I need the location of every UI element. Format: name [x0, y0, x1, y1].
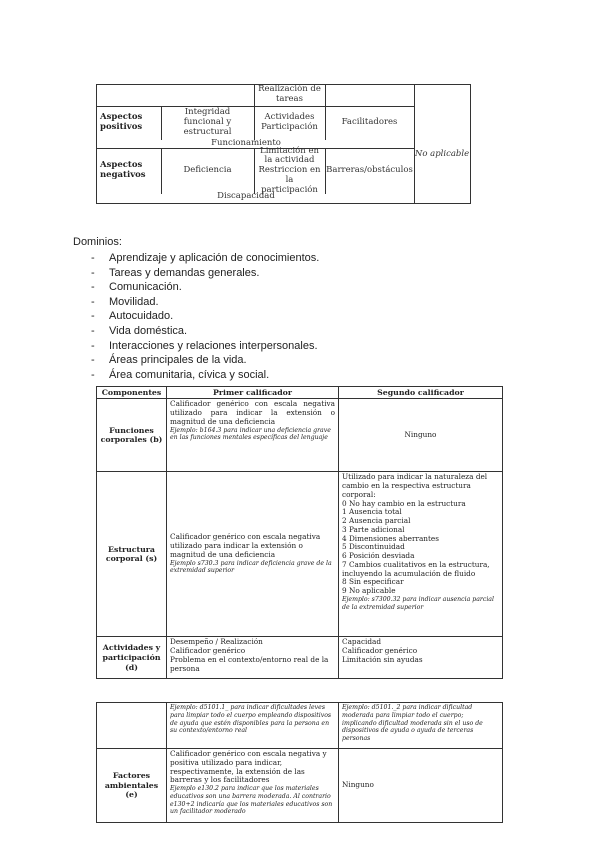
deficiencia-cell: Deficiencia	[183, 165, 232, 176]
domain-item: - Área comunitaria, cívica y social.	[73, 368, 319, 383]
aspectos-negativos-cell: Aspectos negativos	[100, 160, 146, 180]
estructura-code-item: 9 No aplicable	[342, 586, 396, 596]
table-rule	[470, 84, 471, 204]
funciones-first-example: Ejemplo: b164.3 para indicar una deficiencia grave en las funciones mentales específicas del lenguaje	[170, 426, 331, 442]
factores-first-example: Ejemplo e130.2 para indicar que los materiales educativos son una barrera moderada. Al contrario e130+2 indicaría que los materiales educativos son un facilitador moderado	[170, 785, 333, 816]
actividades-first-line: Calificador genérico	[170, 646, 246, 656]
estructura-code-item: 8 Sin especificar	[342, 577, 404, 587]
facilitadores-cell: Facilitadores	[341, 117, 398, 128]
domain-item: - Comunicación.	[73, 280, 319, 295]
estructura-second-example: Ejemplo: s7300.32 para indicar ausencia parcial de la extremidad superior	[342, 595, 494, 611]
estructura-code-item: 7 Cambios cualitativos en la estructura, incluyendo la acumulación de fluido	[342, 559, 490, 578]
factores-name: Factores ambientales (e)	[97, 749, 167, 823]
realizacion-cell: Realización de tareas	[258, 84, 321, 104]
qualifiers-table	[96, 386, 503, 679]
actividades-first	[167, 637, 339, 679]
actividades-name: Actividades y participación (d)	[97, 637, 167, 679]
table-header-row	[97, 387, 503, 399]
icf-overview-table	[96, 84, 471, 204]
header-segundo: Segundo calificador	[339, 387, 503, 399]
domains-section	[73, 235, 319, 382]
aspectos-positivos-cell: Aspectos positivos	[100, 112, 143, 132]
actividades-first-example-cell	[167, 703, 339, 749]
actividades-first-line: Desempeño / Realización	[170, 637, 263, 647]
funciones-first-text: Calificador genérico con escala negativa utilizado para indicar la extensión o magnitud de una deficiencia	[170, 399, 335, 426]
barreras-cell: Barreras/obstáculos	[326, 165, 413, 176]
funciones-second: Ninguno	[339, 399, 503, 472]
estructura-name: Estructura corporal (s)	[97, 472, 167, 637]
domain-item: - Tareas y demandas generales.	[73, 266, 319, 281]
estructura-code-item: 0 No hay cambio en la estructura	[342, 498, 466, 508]
estructura-code-item: 1 Ausencia total	[342, 507, 402, 517]
funciones-name: Funciones corporales (b)	[97, 399, 167, 472]
table-rule	[161, 106, 162, 140]
factores-first	[167, 749, 339, 823]
actividades-cell: Actividades Participación	[261, 112, 318, 132]
estructura-code-item: 5 Discontinuidad	[342, 542, 405, 552]
estructura-second-intro: Utilizado para indicar la naturaleza del cambio en la respectiva estructura corporal:	[342, 472, 488, 499]
discapacidad-label: Discapacidad	[217, 191, 275, 202]
domains-title: Dominios:	[73, 236, 122, 248]
domains-list	[73, 251, 319, 382]
empty-cell	[97, 703, 167, 749]
actividades-second	[339, 637, 503, 679]
factores-second: Ninguno	[339, 749, 503, 823]
factores-first-text: Calificador genérico con escala negativa y positiva utilizado para indicar, respectivamente, la extensión de las barreras y los facilitadores	[170, 749, 327, 785]
table-row-funciones	[97, 399, 503, 472]
actividades-first-example: Ejemplo: d5101.1_ para indicar dificultades leves para limpiar todo el cuerpo empleando dispositivos de ayuda que estén disponibles para la persona en su contexto/entorno real	[170, 704, 332, 735]
no-aplicable-cell: No aplicable	[414, 148, 470, 159]
table-row-actividades	[97, 637, 503, 679]
table-rule	[254, 148, 255, 194]
actividades-second-example: Ejemplo: d5101._2 para indicar dificultad moderada para limpiar todo el cuerpo; implicando dificultad moderada sin el uso de dispositivos de ayuda o ayuda de terceras personas	[342, 704, 483, 742]
domain-item: - Interacciones y relaciones interpersonales.	[73, 339, 319, 354]
funcionamiento-label: Funcionamiento	[211, 138, 281, 149]
estructura-first-text: Calificador genérico con escala negativa utilizado para indicar la extensión o magnitud de una deficiencia	[170, 532, 321, 559]
estructura-code-item: 2 Ausencia parcial	[342, 516, 411, 526]
domain-item: - Movilidad.	[73, 295, 319, 310]
domain-item: - Vida doméstica.	[73, 324, 319, 339]
actividades-second-example-cell	[339, 703, 503, 749]
estructura-code-item: 6 Posición desviada	[342, 551, 415, 561]
estructura-code-item: 3 Parte adicional	[342, 524, 405, 534]
qualifiers-table-continued	[96, 702, 503, 823]
domain-item: - Aprendizaje y aplicación de conocimientos.	[73, 251, 319, 266]
actividades-second-line: Capacidad	[342, 637, 382, 647]
actividades-second-line: Limitación sin ayudas	[342, 654, 423, 664]
estructura-second	[339, 472, 503, 637]
estructura-code-item: 4 Dimensiones aberrantes	[342, 533, 439, 543]
domain-item: - Áreas principales de la vida.	[73, 353, 319, 368]
estructura-first	[167, 472, 339, 637]
funciones-first	[167, 399, 339, 472]
actividades-first-line: Problema en el contexto/entorno real de la persona	[170, 654, 329, 673]
table-row-estructura	[97, 472, 503, 637]
table-row-actividades-examples	[97, 703, 503, 749]
actividades-second-line: Calificador genérico	[342, 646, 418, 656]
integridad-cell: Integridad funcional y estructural	[183, 107, 232, 137]
estructura-first-example: Ejemplo s730.3 para indicar deficiencia grave de la extremidad superior	[170, 559, 332, 575]
header-componentes: Componentes	[97, 387, 167, 399]
limitacion-cell: Limitación en la actividad Restriccion en la participación	[258, 145, 321, 195]
header-primer: Primer calificador	[167, 387, 339, 399]
domain-item: - Autocuidado.	[73, 309, 319, 324]
table-row-factores	[97, 749, 503, 823]
